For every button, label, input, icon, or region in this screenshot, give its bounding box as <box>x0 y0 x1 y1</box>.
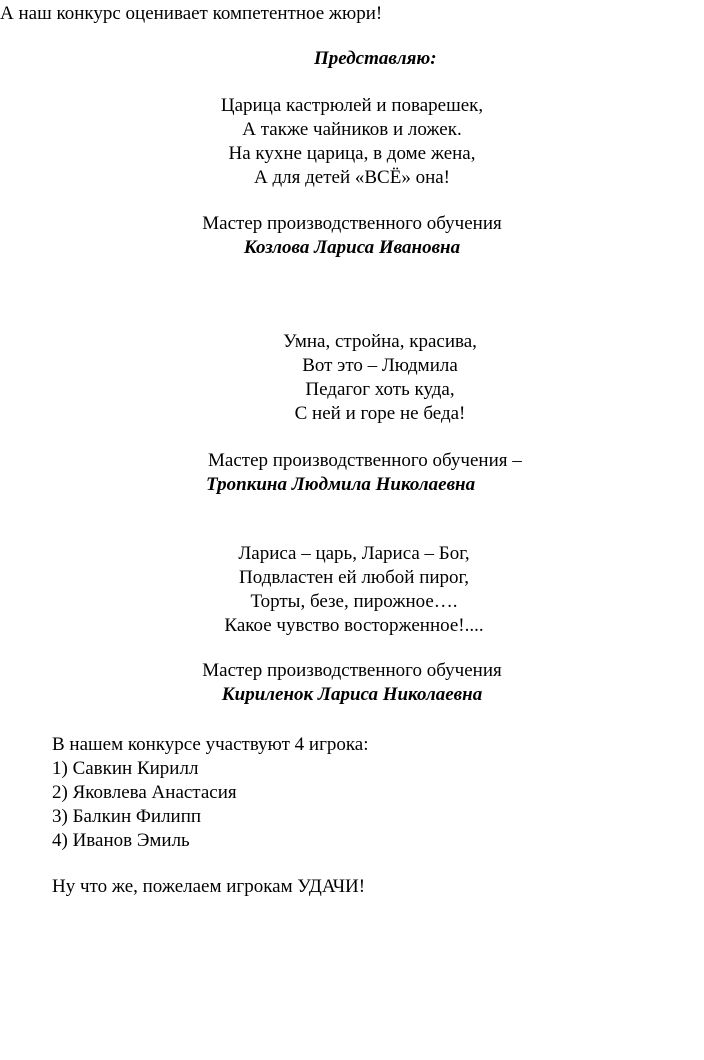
intro-text: А наш конкурс оценивает компетентное жюри! <box>0 3 383 24</box>
jury-role: Мастер производственного обучения – <box>208 450 522 471</box>
poem-line: Торты, безе, пирожное…. <box>250 591 458 612</box>
poem-line: А также чайников и ложек. <box>242 119 462 140</box>
closing-text: Ну что же, пожелаем игрокам УДАЧИ! <box>52 876 366 897</box>
jury-name: Тропкина Людмила Николаевна <box>206 474 476 495</box>
poem-line: На кухне царица, в доме жена, <box>228 143 476 164</box>
heading-text: Представляю: <box>314 48 437 69</box>
jury-role: Мастер производственного обучения <box>202 660 502 681</box>
poem-line: Вот это – Людмила <box>302 355 458 376</box>
jury-name: Козлова Лариса Ивановна <box>243 237 461 258</box>
player-item: 1) Савкин Кирилл <box>52 758 199 779</box>
poem-line: С ней и горе не беда! <box>294 403 466 424</box>
poem-line: А для детей «ВСЁ» она! <box>254 167 450 188</box>
poem-line: Лариса – царь, Лариса – Бог, <box>238 543 470 564</box>
players-intro: В нашем конкурсе участвуют 4 игрока: <box>52 734 369 755</box>
jury-name: Кириленок Лариса Николаевна <box>221 684 483 705</box>
poem-line: Какое чувство восторженное!.... <box>224 615 484 636</box>
player-item: 3) Балкин Филипп <box>52 806 202 827</box>
poem-line: Умна, стройна, красива, <box>283 331 477 352</box>
player-item: 2) Яковлева Анастасия <box>52 782 237 803</box>
poem-line: Царица кастрюлей и поварешек, <box>220 95 484 116</box>
jury-role: Мастер производственного обучения <box>202 213 502 234</box>
poem-line: Подвластен ей любой пирог, <box>239 567 469 588</box>
poem-line: Педагог хоть куда, <box>305 379 455 400</box>
player-item: 4) Иванов Эмиль <box>52 830 190 851</box>
